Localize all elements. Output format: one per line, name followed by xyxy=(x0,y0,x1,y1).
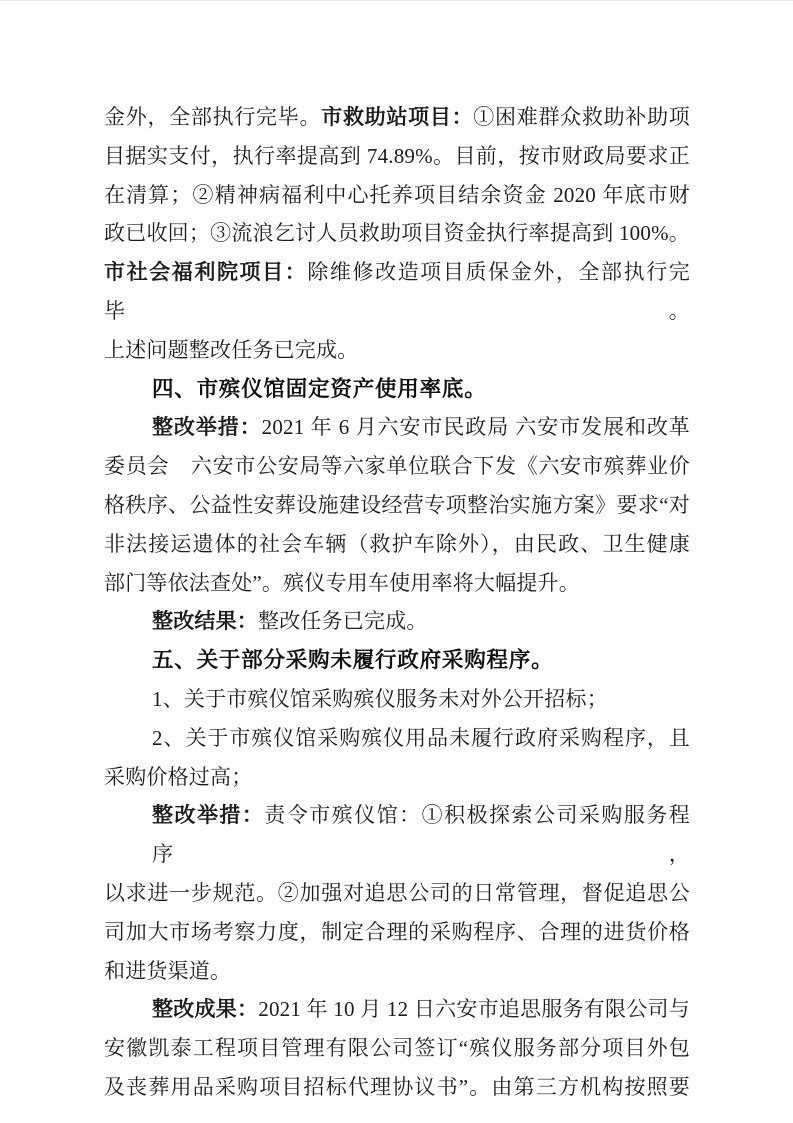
text-run: 非法接运遗体的社会车辆（救护车除外），由民政、卫生健康 xyxy=(104,531,690,556)
paragraph-continuation-3-line xyxy=(104,331,690,370)
paragraph-measures-4-line xyxy=(104,525,690,564)
text-run: 2、关于市殡仪馆采购殡仪用品未履行政府采购程序，且 xyxy=(152,725,690,750)
bold-label-run: 整改成果： xyxy=(152,997,259,1022)
paragraph-measures-4-line xyxy=(104,564,690,603)
text-run: 除维修改造项目质保金外，全部执行完毕。 xyxy=(104,260,690,323)
paragraph-result-4-line xyxy=(104,602,690,641)
text-run: 司加大市场考察力度，制定合理的采购程序、合理的进货价格 xyxy=(104,919,690,944)
paragraph-measures-5-line xyxy=(104,796,690,874)
document-text-body xyxy=(104,98,690,1107)
text-run: 目据实支付，执行率提高到 74.89%。目前，按市财政局要求正 xyxy=(104,143,690,168)
text-run: 整改任务已完成。 xyxy=(258,609,428,634)
paragraph-measures-4-line xyxy=(104,447,690,486)
paragraph-achievement-5-line xyxy=(104,1068,690,1107)
paragraph-item-2-line xyxy=(104,758,690,797)
paragraph-measures-4-line xyxy=(104,486,690,525)
text-run: 1、关于市殡仪馆采购殡仪服务未对外公开招标； xyxy=(152,686,608,711)
paragraph-continuation-3-line xyxy=(104,253,690,331)
section-heading-5: 五、关于部分采购未履行政府采购程序。 xyxy=(152,648,554,673)
text-run: 2021 年 10 月 12 日六安市追思服务有限公司与 xyxy=(258,997,691,1022)
bold-label-run: 整改举措： xyxy=(152,415,262,440)
text-run: 在清算；②精神病福利中心托养项目结余资金 2020 年底市财 xyxy=(104,182,690,207)
paragraph-continuation-3-line xyxy=(104,98,690,137)
bold-label-run: 市救助站项目： xyxy=(321,105,474,129)
text-run: 部门等依法查处”。殡仪专用车使用率将大幅提升。 xyxy=(104,570,580,595)
paragraph-continuation-3-line xyxy=(104,214,690,253)
paragraph-achievement-5-line xyxy=(104,990,690,1029)
bold-label-run: 整改举措： xyxy=(152,803,265,828)
text-run: 以求进一步规范。②加强对追思公司的日常管理，督促追思公 xyxy=(104,880,690,905)
bold-label-run: 整改结果： xyxy=(152,609,258,634)
text-run: 责令市殡仪馆：①积极探索公司采购服务程序， xyxy=(152,803,690,867)
text-run: 和进货渠道。 xyxy=(104,958,232,983)
paragraph-item-2-line xyxy=(104,719,690,758)
text-run: 安徽凯泰工程项目管理有限公司签订“殡仪服务部分项目外包 xyxy=(104,1036,690,1061)
text-run: 上述问题整改任务已完成。 xyxy=(104,337,359,362)
text-run: 委员会 六安市公安局等六家单位联合下发《六安市殡葬业价 xyxy=(104,454,690,479)
paragraph-item-1-line xyxy=(104,680,690,719)
paragraph-measures-5-line xyxy=(104,913,690,952)
text-run: 采购价格过高； xyxy=(104,764,253,789)
paragraph-achievement-5-line xyxy=(104,1029,690,1068)
paragraph-continuation-3-line xyxy=(104,176,690,215)
bold-label-run: 市社会福利院项目： xyxy=(104,260,308,285)
section-heading-4: 四、市殡仪馆固定资产使用率底。 xyxy=(152,376,487,401)
paragraph-continuation-3-line xyxy=(104,137,690,176)
text-run: 金外，全部执行完毕。 xyxy=(104,105,322,129)
text-run: 格秩序、公益性安葬设施建设经营专项整治实施方案》要求“对 xyxy=(104,492,690,517)
paragraph-measures-4-line xyxy=(104,408,690,447)
text-run: 及丧葬用品采购项目招标代理协议书”。由第三方机构按照要 xyxy=(104,1074,690,1099)
text-run: 政已收回；③流浪乞讨人员救助项目资金执行率提高到 100%。 xyxy=(104,221,690,246)
paragraph-measures-5-line xyxy=(104,874,690,913)
text-run: ①困难群众救助补助项 xyxy=(473,105,691,129)
text-run: 2021 年 6 月六安市民政局 六安市发展和改革 xyxy=(261,415,691,440)
paragraph-measures-5-line xyxy=(104,952,690,991)
